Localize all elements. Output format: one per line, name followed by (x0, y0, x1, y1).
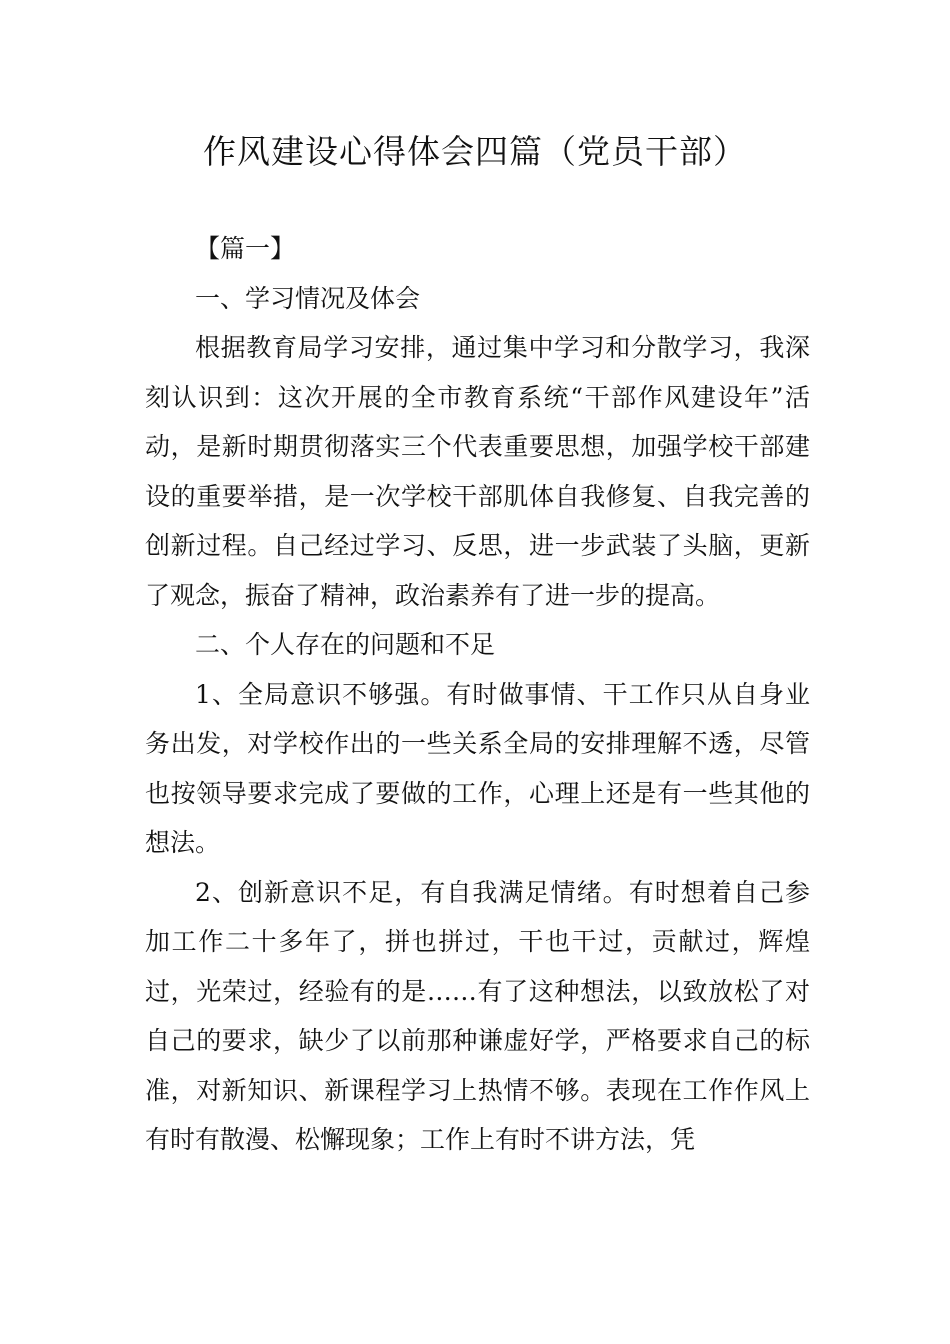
section-marker: 【篇一】 (195, 234, 296, 263)
paragraph: 根据教育局学习安排，通过集中学习和分散学习，我深刻认识到：这次开展的全市教育系统“干部作风建设年”活动，是新时期贯彻落实三个代表重要思想，加强学校干部建设的重要举措，是一次学校干部肌体自我修复、自我完善的创新过程。自己经过学习、反思，进一步武装了头脑，更新了观念，振奋了精神，政治素养有了进一步的提高。 (145, 333, 810, 610)
paragraph: 1、全局意识不够强。有时做事情、干工作只从自身业务出发，对学校作出的一些关系全局的安排理解不透，尽管也按领导要求完成了要做的工作，心理上还是有一些其他的想法。 (145, 679, 810, 857)
document-title: 作风建设心得体会四篇（党员干部） (203, 132, 747, 171)
section-heading: 二、个人存在的问题和不足 (195, 630, 496, 659)
paragraph: 2、创新意识不足，有自我满足情绪。有时想着自己参加工作二十多年了，拼也拼过，干也干过，贡献过，辉煌过，光荣过，经验有的是……有了这种想法，以致放松了对自己的要求，缺少了以前那种谦虚好学，严格要求自己的标准，对新知识、新课程学习上热情不够。表现在工作作风上有时有散漫、松懈现象；工作上有时不讲方法，凭 (145, 877, 810, 1154)
section-heading: 一、学习情况及体会 (195, 283, 421, 313)
document-body (145, 224, 810, 1165)
